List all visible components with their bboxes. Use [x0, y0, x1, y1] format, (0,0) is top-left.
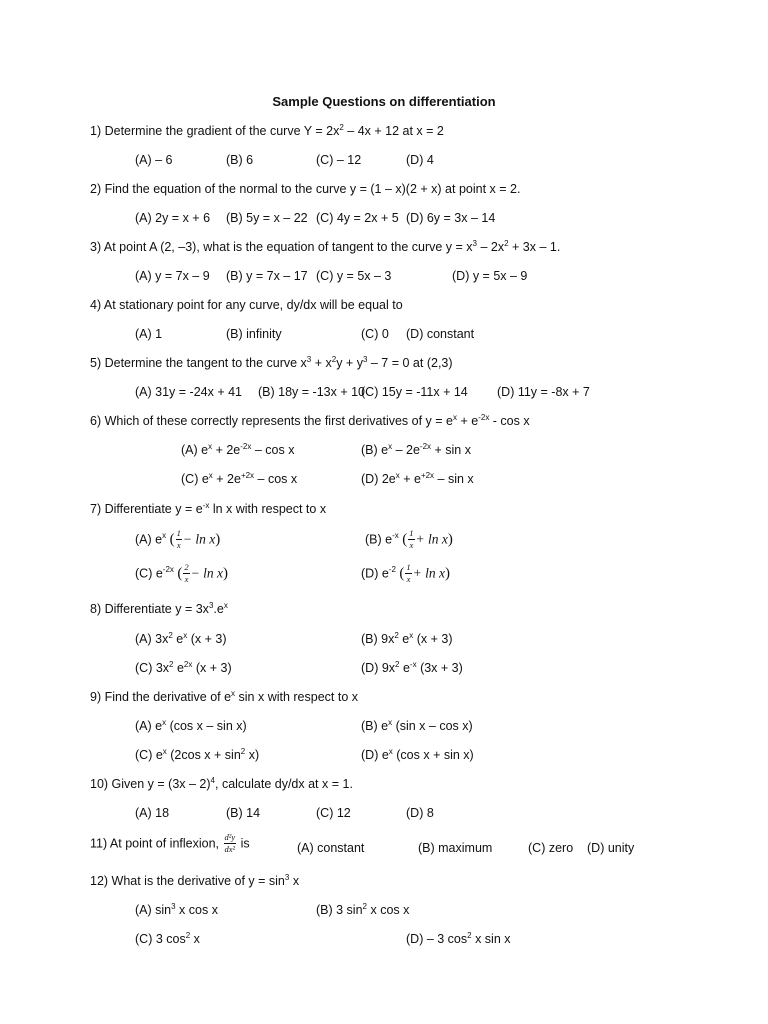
- q11-option-b: (B) maximum: [418, 841, 493, 855]
- question-2: 2) Find the equation of the normal to the curve y = (1 – x)(2 + x) at point x = 2.: [90, 182, 521, 196]
- q12-option-a: (A) $\sin^3 x$ cos x: [135, 901, 218, 917]
- q8-option-c: (C) $3x^2$ $e^{2x}$ (x + 3): [135, 659, 232, 675]
- q7-c-fraction: $\frac{2}{x}$: [184, 562, 189, 584]
- q9-option-c: (C) $e^x$ (2cos $x + \sin^2 x$): [135, 746, 260, 762]
- q12-option-b: (B) 3 $\sin^2 x$ cos x: [316, 901, 410, 917]
- q10-option-a: (A) 18: [135, 806, 170, 820]
- q7-option-a: (A) $e^x$ ( $\frac{1}{x}$ − ln x): [135, 528, 221, 550]
- q7-b-fraction: $\frac{1}{x}$: [409, 528, 414, 550]
- q1-option-c: (C) – 12: [316, 153, 362, 167]
- q3-option-d: (D) y = 5x – 9: [452, 269, 528, 283]
- q2-option-a: (A) 2y = x + 6: [135, 211, 211, 225]
- question-11: 11) At point of inflexion, $\frac{\text{d²y}}{\text{dx²}}$ is: [90, 832, 250, 854]
- q10-option-d: (D) 8: [406, 806, 434, 820]
- q10-option-c: (C) 12: [316, 806, 351, 820]
- q3-option-a: (A) y = 7x – 9: [135, 269, 210, 283]
- q1-option-a: (A) – 6: [135, 153, 173, 167]
- question-3: 3) At point A (2, –3), what is the equation of tangent to the curve $y = x^3 - 2x^2 + 3x - 1$.: [90, 238, 561, 254]
- q12-option-d: (D) – 3 $\cos^2 x$ sin x: [406, 930, 511, 946]
- question-1: 1) Determine the gradient of the curve $Y = 2x^2 - 4x + 12$ at x = 2: [90, 122, 444, 138]
- q1-option-b: (B) 6: [226, 153, 254, 167]
- q5-option-d: (D) 11y = -8x + 7: [497, 385, 590, 399]
- question-8: 8) Differentiate $y = 3x^3.e^x$: [90, 600, 228, 616]
- question-4: 4) At stationary point for any curve, dy/dx will be equal to: [90, 298, 403, 312]
- q11-option-d: (D) unity: [587, 841, 635, 855]
- q6-option-b: (B) $e^x - 2e^{-2x} + \sin x$: [361, 441, 471, 457]
- q11-option-c: (C) zero: [528, 841, 574, 855]
- question-6: 6) Which of these correctly represents the first derivatives of $y = e^x + e^{-2x} - \cos x$: [90, 412, 530, 428]
- q6-option-c: (C) $e^x + 2e^{+2x} - \cos x$: [181, 470, 298, 486]
- q11-second-derivative-fraction: $\frac{\text{d²y}}{\text{dx²}}$: [224, 832, 236, 854]
- q4-option-c: (C) 0: [361, 327, 389, 341]
- q9-option-a: (A) $e^x$ (cos x – sin x): [135, 717, 247, 733]
- q2-option-c: (C) 4y = 2x + 5: [316, 211, 399, 225]
- q2-option-d: (D) 6y = 3x – 14: [406, 211, 496, 225]
- q7-option-c: (C) $e^{-2x}$ ( $\frac{2}{x}$ − ln x): [135, 562, 228, 584]
- q6-option-a: (A) $e^x + 2e^{-2x} - \cos x$: [181, 441, 295, 457]
- q5-option-a: (A) 31y = -24x + 41: [135, 385, 243, 399]
- question-12: 12) What is the derivative of $y = \sin^3 x$: [90, 872, 300, 888]
- q7-option-b: (B) $e^{-x}$ ( $\frac{1}{x}$ + ln x): [365, 528, 453, 550]
- question-10: 10) Given y = (3x – 2)$^4$, calculate dy/dx at x = 1.: [90, 775, 353, 791]
- q8-option-b: (B) $9x^2$ $e^x$ (x + 3): [361, 630, 453, 646]
- q4-option-b: (B) infinity: [226, 327, 282, 341]
- q7-a-fraction: $\frac{1}{x}$: [176, 528, 181, 550]
- q9-option-d: (D) $e^x$ (cos x + sin x): [361, 746, 474, 762]
- q1-option-d: (D) 4: [406, 153, 434, 167]
- q5-option-b: (B) 18y = -13x + 10: [258, 385, 366, 399]
- q10-option-b: (B) 14: [226, 806, 261, 820]
- q4-option-a: (A) 1: [135, 327, 163, 341]
- q6-option-d: (D) $2e^x + e^{+2x} - \sin x$: [361, 470, 474, 486]
- q5-option-c: (C) 15y = -11x + 14: [361, 385, 468, 399]
- q4-option-d: (D) constant: [406, 327, 475, 341]
- question-5: 5) Determine the tangent to the curve $x^3 + x^2y + y^3 - 7 = 0$ at (2,3): [90, 354, 453, 370]
- question-7: 7) Differentiate $y = e^{-x}$ ln x with respect to x: [90, 500, 327, 516]
- page-title: Sample Questions on differentiation: [272, 94, 496, 109]
- question-9: 9) Find the derivative of $e^x$ sin x with respect to x: [90, 688, 359, 704]
- q3-option-c: (C) y = 5x – 3: [316, 269, 392, 283]
- q8-option-a: (A) $3x^2$ $e^x$ (x + 3): [135, 630, 227, 646]
- q12-option-c: (C) 3 $\cos^2 x$: [135, 930, 200, 946]
- q8-option-d: (D) $9x^2$ $e^{-x}$ (3x + 3): [361, 659, 463, 675]
- q7-option-d: (D) $e^{-2}$ ( $\frac{1}{x}$ + ln x): [361, 562, 450, 584]
- q7-d-fraction: $\frac{1}{x}$: [406, 562, 411, 584]
- q2-option-b: (B) 5y = x – 22: [226, 211, 308, 225]
- q9-option-b: (B) $e^x$ (sin x – cos x): [361, 717, 473, 733]
- q11-option-a: (A) constant: [297, 841, 365, 855]
- q3-option-b: (B) y = 7x – 17: [226, 269, 308, 283]
